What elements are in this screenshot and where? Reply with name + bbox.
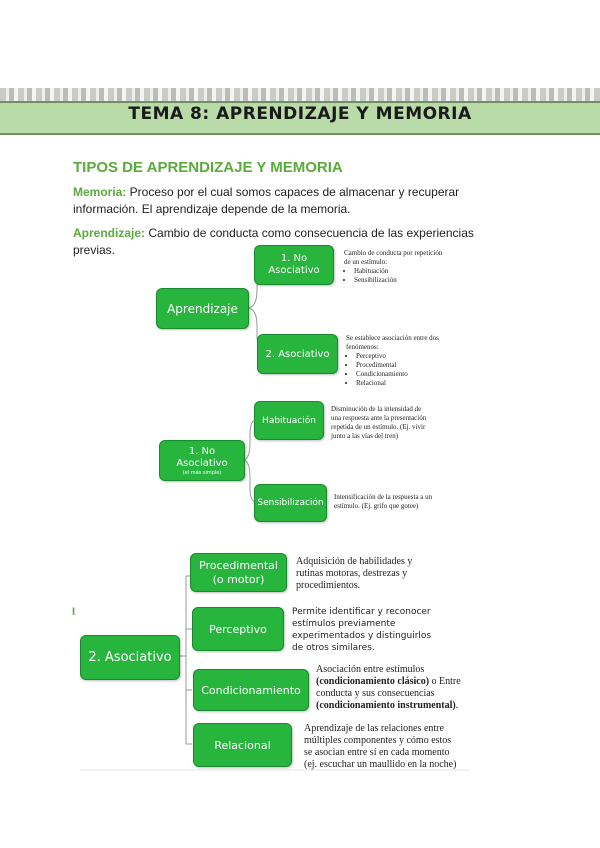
box-no-asociativo-2 <box>159 440 245 481</box>
memoria-term: Memoria: <box>73 185 127 199</box>
note-item: • Procedimental <box>356 361 446 370</box>
note-condicionamiento-line1: Asociación entre estímulos <box>316 664 425 675</box>
note-item: • Condicionamiento <box>356 370 446 379</box>
aprendizaje-text: Cambio de conducta como consecuencia de las experiencias previas. <box>73 226 474 257</box>
box-procedimental: Procedimental (o motor) <box>190 553 287 592</box>
box-habituacion: Habituación <box>254 401 324 440</box>
aprendizaje-term: Aprendizaje: <box>73 226 146 240</box>
section-title: TIPOS DE APRENDIZAJE Y MEMORIA <box>73 159 343 176</box>
note-relacional: Aprendizaje de las relaciones entre múltiples componentes y cómo estos se asocian entre sí en cada momento (ej. escuchar un maullido en la noche) <box>304 723 457 770</box>
note-condicionamiento-instrumental: (condicionamiento instrumental) <box>316 700 456 711</box>
note-habituacion: Disminución de la intensidad de una respuesta ante la presentación repetida de un estímulo. (Ej. vivir junto a las vías del tren) <box>331 405 427 440</box>
note-no-asociativo <box>344 249 444 285</box>
note-condicionamiento-end: . <box>455 700 459 711</box>
box-asociativo-2: 2. Asociativo <box>80 635 180 680</box>
note-condicionamiento-mid: o Entre conducta y sus consecuencias <box>316 676 461 699</box>
box-no-asociativo-2-label: 1. No Asociativo <box>176 445 228 469</box>
note-condicionamiento <box>316 664 466 712</box>
note-item: • Relacional <box>356 379 446 388</box>
note-sensibilizacion: Intensificación de la respuesta a un estímulo. (Ej. grifo que gotee) <box>334 493 433 510</box>
box-aprendizaje: Aprendizaje <box>156 288 249 329</box>
page-title: TEMA 8: APRENDIZAJE Y MEMORIA <box>128 104 472 124</box>
note-item: • Sensibilización <box>354 276 444 285</box>
note-item: • Perceptivo <box>356 352 446 361</box>
note-procedimental: Adquisición de habilidades y rutinas motoras, destrezas y procedimientos. <box>296 556 413 591</box>
box-relacional: Relacional <box>193 723 292 767</box>
note-perceptivo: Permite identificar y reconocer estímulos previamente experimentados y distinguirlos de otros similares. <box>292 607 432 653</box>
note-no-asociativo-text: Cambio de conducta por repetición de un estímulo: <box>344 249 443 266</box>
box-condicionamiento: Condicionamiento <box>193 669 309 711</box>
box-no-asociativo-2-sub: (el más simple) <box>182 469 222 476</box>
box-asociativo: 2. Asociativo <box>257 334 338 374</box>
note-asociativo <box>346 334 446 388</box>
note-condicionamiento-classic: (condicionamiento clásico) <box>316 676 430 687</box>
note-asociativo-text: Se establece asociación entre dos fenómenos: <box>346 334 439 351</box>
box-no-asociativo: 1. No Asociativo <box>254 245 334 285</box>
memoria-text: Proceso por el cual somos capaces de almacenar y recuperar información. El aprendizaje depende de la memoria. <box>73 185 460 216</box>
box-sensibilizacion: Sensibilización <box>254 484 327 522</box>
stray-mark: I <box>72 606 76 618</box>
box-perceptivo: Perceptivo <box>192 607 284 651</box>
note-item: • Habituación <box>354 267 444 276</box>
